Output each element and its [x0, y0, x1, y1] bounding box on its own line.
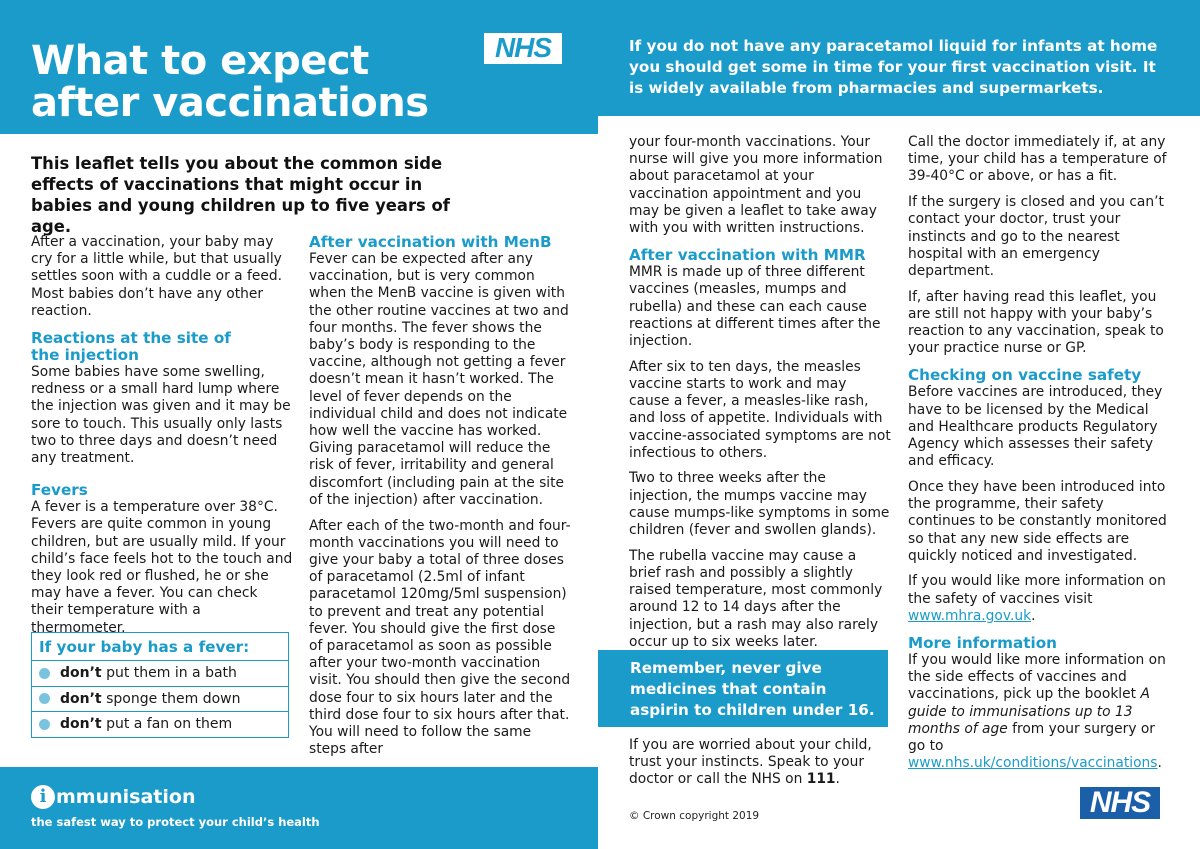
fever-item-text: don’t sponge them down	[60, 690, 241, 707]
nhs-logo-bottom: NHS	[1080, 787, 1160, 819]
after-vaccination-paragraph: After a vaccination, your baby may cry for a little while, but that usually settles soon with a cuddle or a feed. Most babies don’t have any other reaction.	[31, 234, 282, 319]
fever-advice-box	[31, 632, 289, 738]
fever-item-text: don’t put them in a bath	[60, 665, 237, 682]
fever-item	[32, 686, 288, 712]
vaccine-safety-paragraph-3: If you would like more information on the safety of vaccines visit www.mhra.gov.uk.	[908, 573, 1166, 624]
surgery-closed-paragraph: If the surgery is closed and you can’t contact your doctor, trust your instincts and go to the nearest hospital with an emergency department.	[908, 194, 1164, 279]
immunisation-logo-text: mmunisation	[56, 786, 196, 808]
mmr-paragraph-1: MMR is made up of three different vaccines (measles, mumps and rubella) and these can each cause reactions at different times after the injection.	[629, 264, 881, 350]
nhs-logo: NHS	[484, 33, 562, 64]
column-4	[908, 134, 1173, 781]
bullet-icon	[39, 693, 50, 704]
more-information-paragraph: If you would like more information on the side effects of vaccines and vaccinations, pick up the booklet A guide to immunisations up to 13 months of age from your surgery or go to www.nhs.uk/conditions/vaccinations.	[908, 652, 1166, 772]
injection-site-paragraph: Some babies have some swelling, redness or a small hard lump where the injection was given and it may be sore to touch. This usually only lasts two to three days and doesn’t need any treatment.	[31, 364, 291, 467]
unhappy-paragraph: If, after having read this leaflet, you are still not happy with your baby’s reaction to any vaccination, speak to your practice nurse or GP.	[908, 288, 1164, 357]
vaccine-safety-heading: Checking on vaccine safety	[908, 366, 1142, 385]
title-line-1: What to expect	[31, 38, 369, 84]
paracetamol-banner-text: If you do not have any paracetamol liquid for infants at home you should get some in time for your first vaccination visit. It is widely available from pharmacies and supermarkets.	[629, 37, 1158, 97]
mmr-paragraph-2: After six to ten days, the measles vaccine starts to work and may cause a fever, a measles-like rash, and loss of appetite. Individuals with vaccine-associated symptoms are not infectious to others.	[629, 358, 891, 461]
fevers-heading: Fevers	[31, 481, 88, 500]
mmr-paragraph-3: Two to three weeks after the injection, the mumps vaccine may cause mumps-like symptoms in some children (fever and swollen glands).	[629, 470, 890, 539]
fevers-paragraph: A fever is a temperature over 38°C. Fevers are quite common in young children, but are usually mild. If your child’s face feels hot to the touch and they look red or flushed, he or she may have a fever. You can check their temperature with a thermometer.	[31, 499, 293, 636]
column-3	[629, 134, 891, 659]
more-information-heading: More information	[908, 634, 1057, 653]
immunisation-logo	[31, 785, 195, 809]
nhs-vaccinations-link[interactable]: www.nhs.uk/conditions/vaccinations	[908, 755, 1158, 772]
info-icon: i	[31, 785, 55, 809]
fever-item	[32, 660, 288, 686]
paracetamol-doses-paragraph: After each of the two-month and four-month vaccinations you will need to give your baby a total of three doses of paracetamol (2.5ml of infant paracetamol 120mg/5ml suspension) to prevent and treat any potential fever. You should give the first dose of paracetamol as soon as possible after your two-month vaccination visit. You should then give the second dose four to six hours later and the third dose four to six hours after that. You will need to follow the same steps after	[309, 517, 571, 758]
vaccine-safety-paragraph-1: Before vaccines are introduced, they have to be licensed by the Medical and Healthcare products Regulatory Agency which assesses their safety and efficacy.	[908, 384, 1163, 470]
title-line-2: after vaccinations	[31, 80, 429, 126]
fever-box-heading: If your baby has a fever:	[39, 638, 250, 656]
intro-text: This leaflet tells you about the common side effects of vaccinations that might occur in babies and young children up to five years of age.	[31, 154, 450, 236]
page-title	[31, 40, 451, 124]
aspirin-warning-text: Remember, never give medicines that contain aspirin to children under 16.	[630, 659, 875, 719]
footer-tagline: the safest way to protect your child’s health	[31, 815, 320, 829]
injection-site-heading: Reactions at the site of the injection	[31, 329, 231, 365]
call-doctor-paragraph: Call the doctor immediately if, at any time, your child has a temperature of 39-40°C or above, or has a fit.	[908, 134, 1167, 185]
copyright: © Crown copyright 2019	[629, 810, 760, 822]
mmr-heading: After vaccination with MMR	[629, 246, 866, 265]
vaccination-continued-paragraph: your four-month vaccinations. Your nurse will give you more information about paracetamol at your vaccination appointment and you may be given a leaflet to take away with you with written instructions.	[629, 134, 883, 237]
menb-paragraph: Fever can be expected after any vaccination, but is very common when the MenB vaccine is given with the other routine vaccines at two and four months. The fever shows the baby’s body is responding to the vaccine, although not getting a fever doesn’t mean it hasn’t worked. The level of fever depends on the individual child and does not indicate how well the vaccine has worked. Giving paracetamol will reduce the risk of fever, irritability and general discomfort (including pain at the site of the injection) after vaccination.	[309, 251, 569, 508]
nhs-phone-number: 111	[806, 771, 836, 788]
worried-paragraph: If you are worried about your child, trust your instincts. Speak to your doctor or call the NHS on 111.	[629, 737, 872, 788]
menb-heading: After vaccination with MenB	[309, 233, 552, 251]
mhra-link[interactable]: www.mhra.gov.uk	[908, 607, 1032, 624]
aspirin-warning-box	[598, 650, 888, 727]
column-1	[31, 234, 293, 645]
column-2	[309, 234, 571, 767]
fever-item	[32, 711, 288, 737]
vaccine-safety-paragraph-2: Once they have been introduced into the programme, their safety continues to be constantly monitored so that any new side effects are quickly noticed and investigated.	[908, 478, 1167, 564]
bullet-icon	[39, 668, 50, 679]
fever-item-text: don’t put a fan on them	[60, 716, 233, 733]
bullet-icon	[39, 719, 50, 730]
mmr-paragraph-4: The rubella vaccine may cause a brief rash and possibly a slightly raised temperature, most commonly around 12 to 14 days after the injection, but a rash may also rarely occur up to six weeks later.	[629, 547, 883, 650]
booklet-title: A guide to immunisations up to 13 months of age	[908, 686, 1150, 737]
